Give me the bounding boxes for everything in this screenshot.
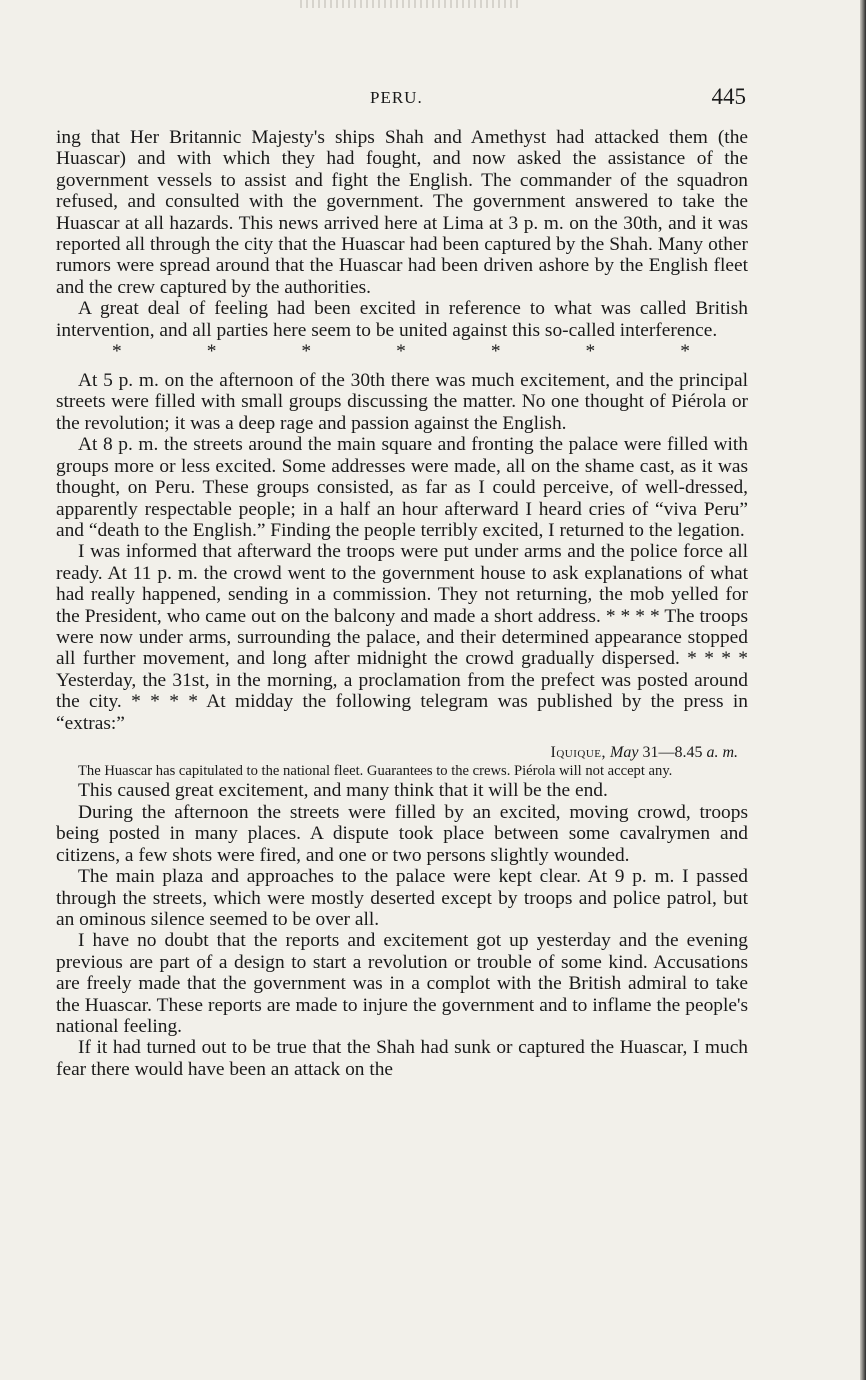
body-text [56, 127, 748, 1080]
page-edge [860, 0, 866, 1380]
asterisk: * [490, 341, 501, 363]
page-header [56, 84, 746, 114]
paragraph: This caused great excitement, and many think that it will be the end. [78, 780, 608, 802]
asterisk: * [585, 341, 596, 363]
telegram-text: The Huascar has capitulated to the national fleet. Guarantees to the crews. Piérola will not accept any. [78, 762, 673, 779]
ellipsis-asterisks [56, 341, 748, 362]
paragraph: A great deal of feeling had been excited in reference to what was called British intervention, and all parties here seem to be united against this so-called interference. [56, 298, 748, 341]
paragraph: I have no doubt that the reports and excitement got up yesterday and the evening previous are part of a design to start a revolution or trouble of some kind. Accusations are freely made that the government was in a complot with the British admiral to take the Huascar. These reports are made to injure the government and to inflame the people's national feeling. [56, 930, 748, 1037]
asterisk: * [112, 341, 122, 363]
telegram-ampm: a. m. [706, 743, 738, 761]
paragraph: At 5 p. m. on the afternoon of the 30th there was much excitement, and the principal streets were filled with small groups discussing the matter. No one thought of Piérola or the revolution; it was a deep rage and passion against the English. [56, 370, 748, 434]
asterisk: * [680, 341, 690, 363]
telegram-dateline [56, 742, 748, 763]
running-head: PERU. [370, 88, 423, 107]
page-number: 445 [711, 84, 746, 109]
asterisk: * [301, 341, 312, 363]
paragraph: During the afternoon the streets were filled by an excited, moving crowd, troops being posted in many places. A dispute took place between some cavalrymen and citizens, a few shots were fired, and one or two persons slightly wounded. [56, 801, 748, 866]
telegram-time: 31—8.45 [642, 743, 703, 761]
paragraph: The main plaza and approaches to the palace were kept clear. At 9 p. m. I passed through the streets, which were mostly deserted except by troops and police patrol, but an ominous silence seemed to be over all. [56, 866, 748, 930]
paragraph: If it had turned out to be true that the Shah had sunk or captured the Huascar, I much fear there would have been an attack on the [56, 1037, 748, 1080]
telegram-place: Iquique, [550, 743, 606, 761]
scan-noise [300, 0, 520, 8]
paragraph: At 8 p. m. the streets around the main square and fronting the palace were filled with groups more or less excited. Some addresses were made, all on the shame cast, as it was thought, on Peru. These groups consisted, as far as I could perceive, of well-dressed, apparently respectable people; in a half an hour afterward I heard cries of “viva Peru” and “death to the English.” Finding the people terribly excited, I returned to the legation. [56, 434, 748, 541]
asterisk: * [396, 341, 406, 363]
telegram-date: May [610, 743, 639, 761]
asterisk: * [206, 341, 217, 363]
paragraph: I was informed that afterward the troops were put under arms and the police force all ready. At 11 p. m. the crowd went to the government house to ask explanations of what had really happened, sending in a commission. They not returning, the mob yelled for the President, who came out on the balcony and made a short address. * * * * The troops were now under arms, surrounding the palace, and their determined appearance stopped all further movement, and long after midnight the crowd gradually dispersed. * * * * Yesterday, the 31st, in the morning, a proclamation from the prefect was posted around the city. * * * * At midday the following telegram was published by the press in “extras:” [56, 541, 748, 734]
paragraph: ing that Her Britannic Majesty's ships Shah and Amethyst had attacked them (the Huascar) and with which they had fought, and now asked the assistance of the government vessels to assist and fight the English. The commander of the squadron refused, and consulted with the government. The government answered to take the Huascar at all hazards. This news arrived here at Lima at 3 p. m. on the 30th, and it was reported all through the city that the Huascar had been captured by the Shah. Many other rumors were spread around that the Huascar had been driven ashore by the English fleet and the crew captured by the authorities. [56, 127, 748, 298]
